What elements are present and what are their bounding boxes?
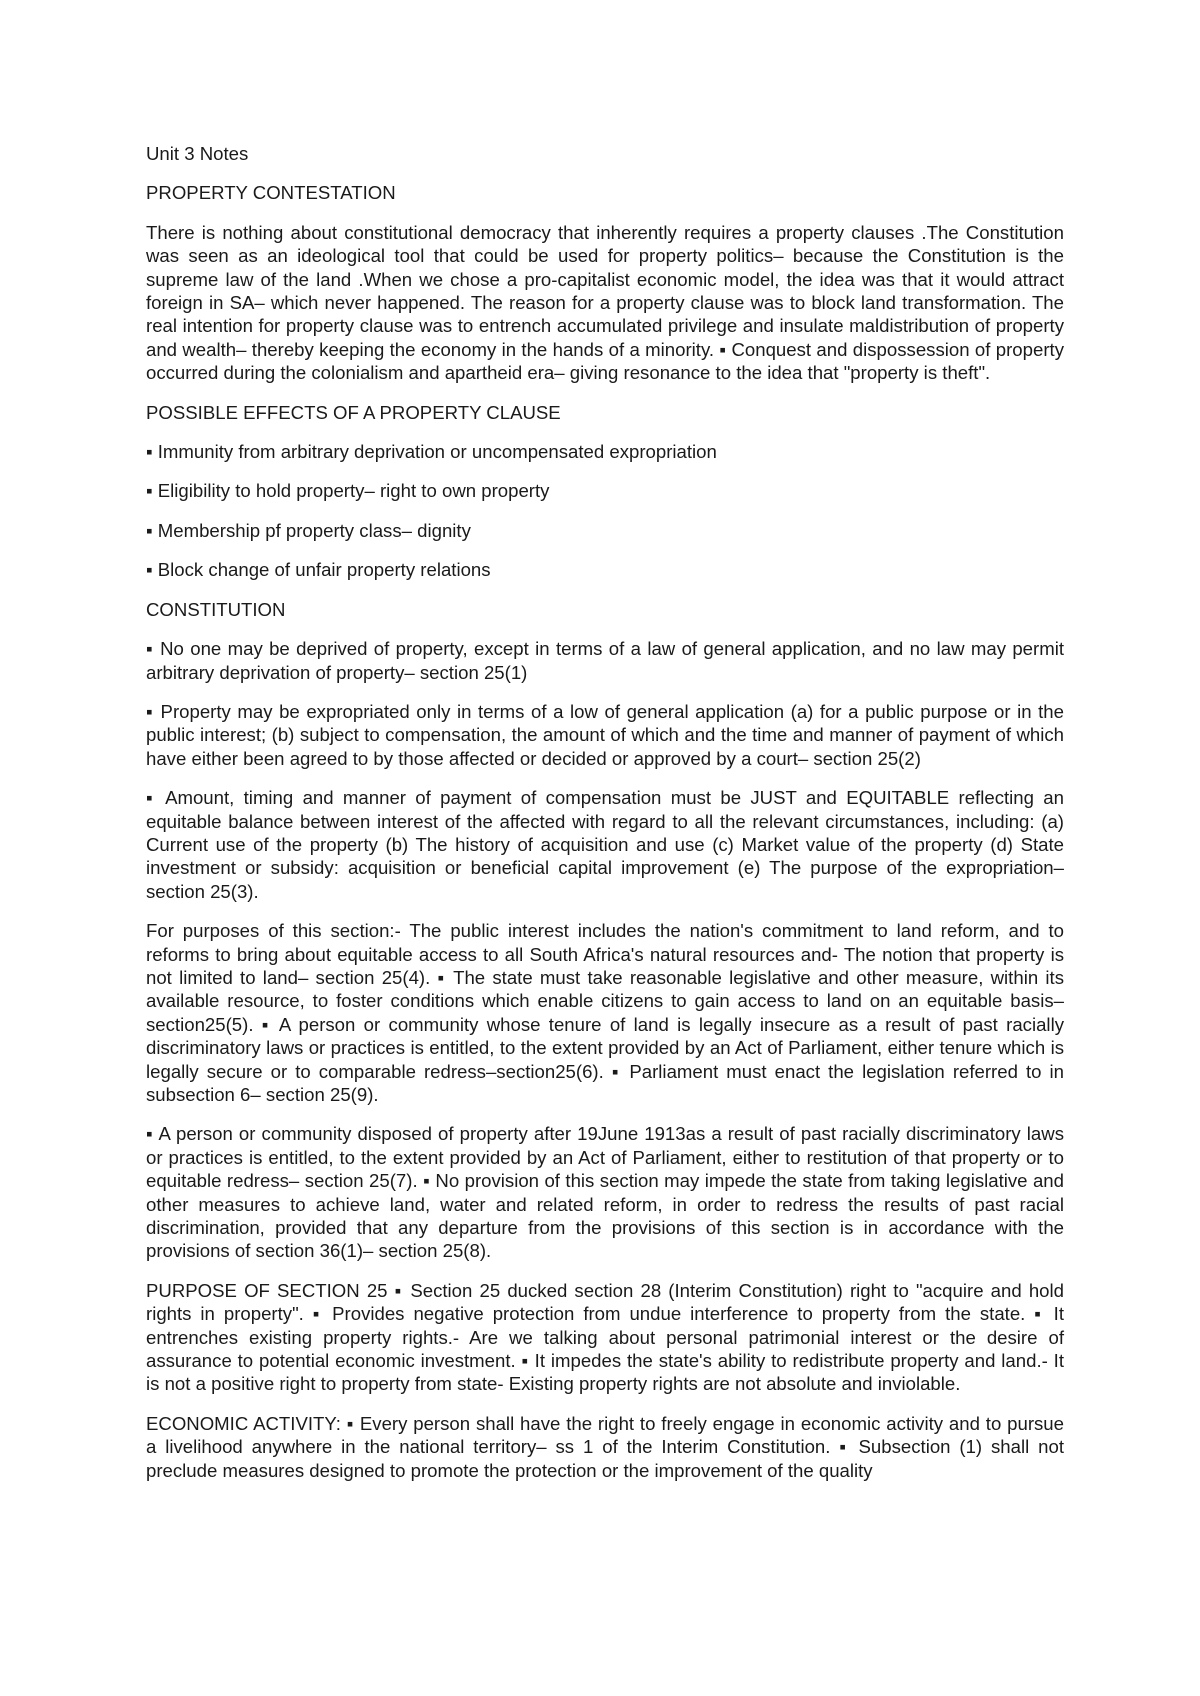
bullet-eligibility: ▪ Eligibility to hold property– right to own property [146, 480, 550, 502]
paragraph-section-25-2: ▪ Property may be expropriated only in terms of a low of general application (a) for a public purpose or in the public interest; (b) subject to compensation, the amount of which and the time and manner of payment of which have either been agreed to by those affected or decided or approved by a court– section 25(2) [146, 700, 1064, 769]
document-page [146, 142, 1064, 1498]
paragraph-economic-activity: ECONOMIC ACTIVITY: ▪ Every person shall have the right to freely engage in economic activity and to pursue a livelihood anywhere in the national territory– ss 1 of the Interim Constitution. ▪ Subsection (1) shall not preclude measures designed to promote the protection or the improvement of the quality [146, 1412, 1064, 1481]
bullet-membership: ▪ Membership pf property class– dignity [146, 519, 471, 541]
paragraph-property-contestation: There is nothing about constitutional democracy that inherently requires a property clauses .The Constitution was seen as an ideological tool that could be used for property politics– because the Constitution is the supreme law of the land .When we chose a pro-capitalist economic model, the idea was that it would attract foreign in SA– which never happened. The reason for a property clause was to block land transformation. The real intention for property clause was to entrench accumulated privilege and insulate maldistribution of property and wealth– thereby keeping the economy in the hands of a minority. ▪ Conquest and dispossession of property occurred during the colonialism and apartheid era– giving resonance to the idea that "property is theft". [146, 221, 1064, 384]
paragraph-section-25-1: ▪ No one may be deprived of property, except in terms of a law of general application, and no law may permit arbitrary deprivation of property– section 25(1) [146, 638, 1064, 683]
document-title: Unit 3 Notes [146, 143, 249, 164]
paragraph-purpose-of-section-25: PURPOSE OF SECTION 25 ▪ Section 25 ducked section 28 (Interim Constitution) right to "acquire and hold rights in property". ▪ Provides negative protection from undue interference to property from the state. ▪ It entrenches existing property rights.- Are we talking about personal patrimonial interest or the desire of assurance to potential economic investment. ▪ It impedes the state's ability to redistribute property and land.- It is not a positive right to property from state- Existing property rights are not absolute and inviolable. [146, 1279, 1064, 1395]
bullet-block-change: ▪ Block change of unfair property relations [146, 559, 491, 581]
heading-possible-effects: POSSIBLE EFFECTS OF A PROPERTY CLAUSE [146, 401, 561, 423]
bullet-immunity: ▪ Immunity from arbitrary deprivation or uncompensated expropriation [146, 441, 717, 463]
heading-constitution: CONSTITUTION [146, 598, 286, 620]
paragraph-section-25-3: ▪ Amount, timing and manner of payment of compensation must be JUST and EQUITABLE reflecting an equitable balance between interest of the affected with regard to all the relevant circumstances, including: (a) Current use of the property (b) The history of acquisition and use (c) Market value of the property (d) State investment or subsidy: acquisition or beneficial capital improvement (e) The purpose of the expropriation– section 25(3). [146, 787, 1064, 902]
heading-property-contestation: PROPERTY CONTESTATION [146, 182, 396, 204]
paragraph-section-25-7-8: ▪ A person or community disposed of property after 19June 1913as a result of past racially discriminatory laws or practices is entitled, to the extent provided by an Act of Parliament, either to restitution of that property or to equitable redress– section 25(7). ▪ No provision of this section may impede the state from taking legislative and other measures to achieve land, water and related reform, in order to redress the results of past racial discrimination, provided that any departure from the provisions of this section is in accordance with the provisions of section 36(1)– section 25(8). [146, 1123, 1064, 1262]
paragraph-section-25-4-to-9: For purposes of this section:- The public interest includes the nation's commitment to land reform, and to reforms to bring about equitable access to all South Africa's natural resources and- The notion that property is not limited to land– section 25(4). ▪ The state must take reasonable legislative and other measure, within its available resource, to foster conditions which enable citizens to gain access to land on an equitable basis–section25(5). ▪ A person or community whose tenure of land is legally insecure as a result of past racially discriminatory laws or practices is entitled, to the extent provided by an Act of Parliament, either tenure which is legally secure or to comparable redress–section25(6). ▪ Parliament must enact the legislation referred to in subsection 6– section 25(9). [146, 920, 1064, 1105]
